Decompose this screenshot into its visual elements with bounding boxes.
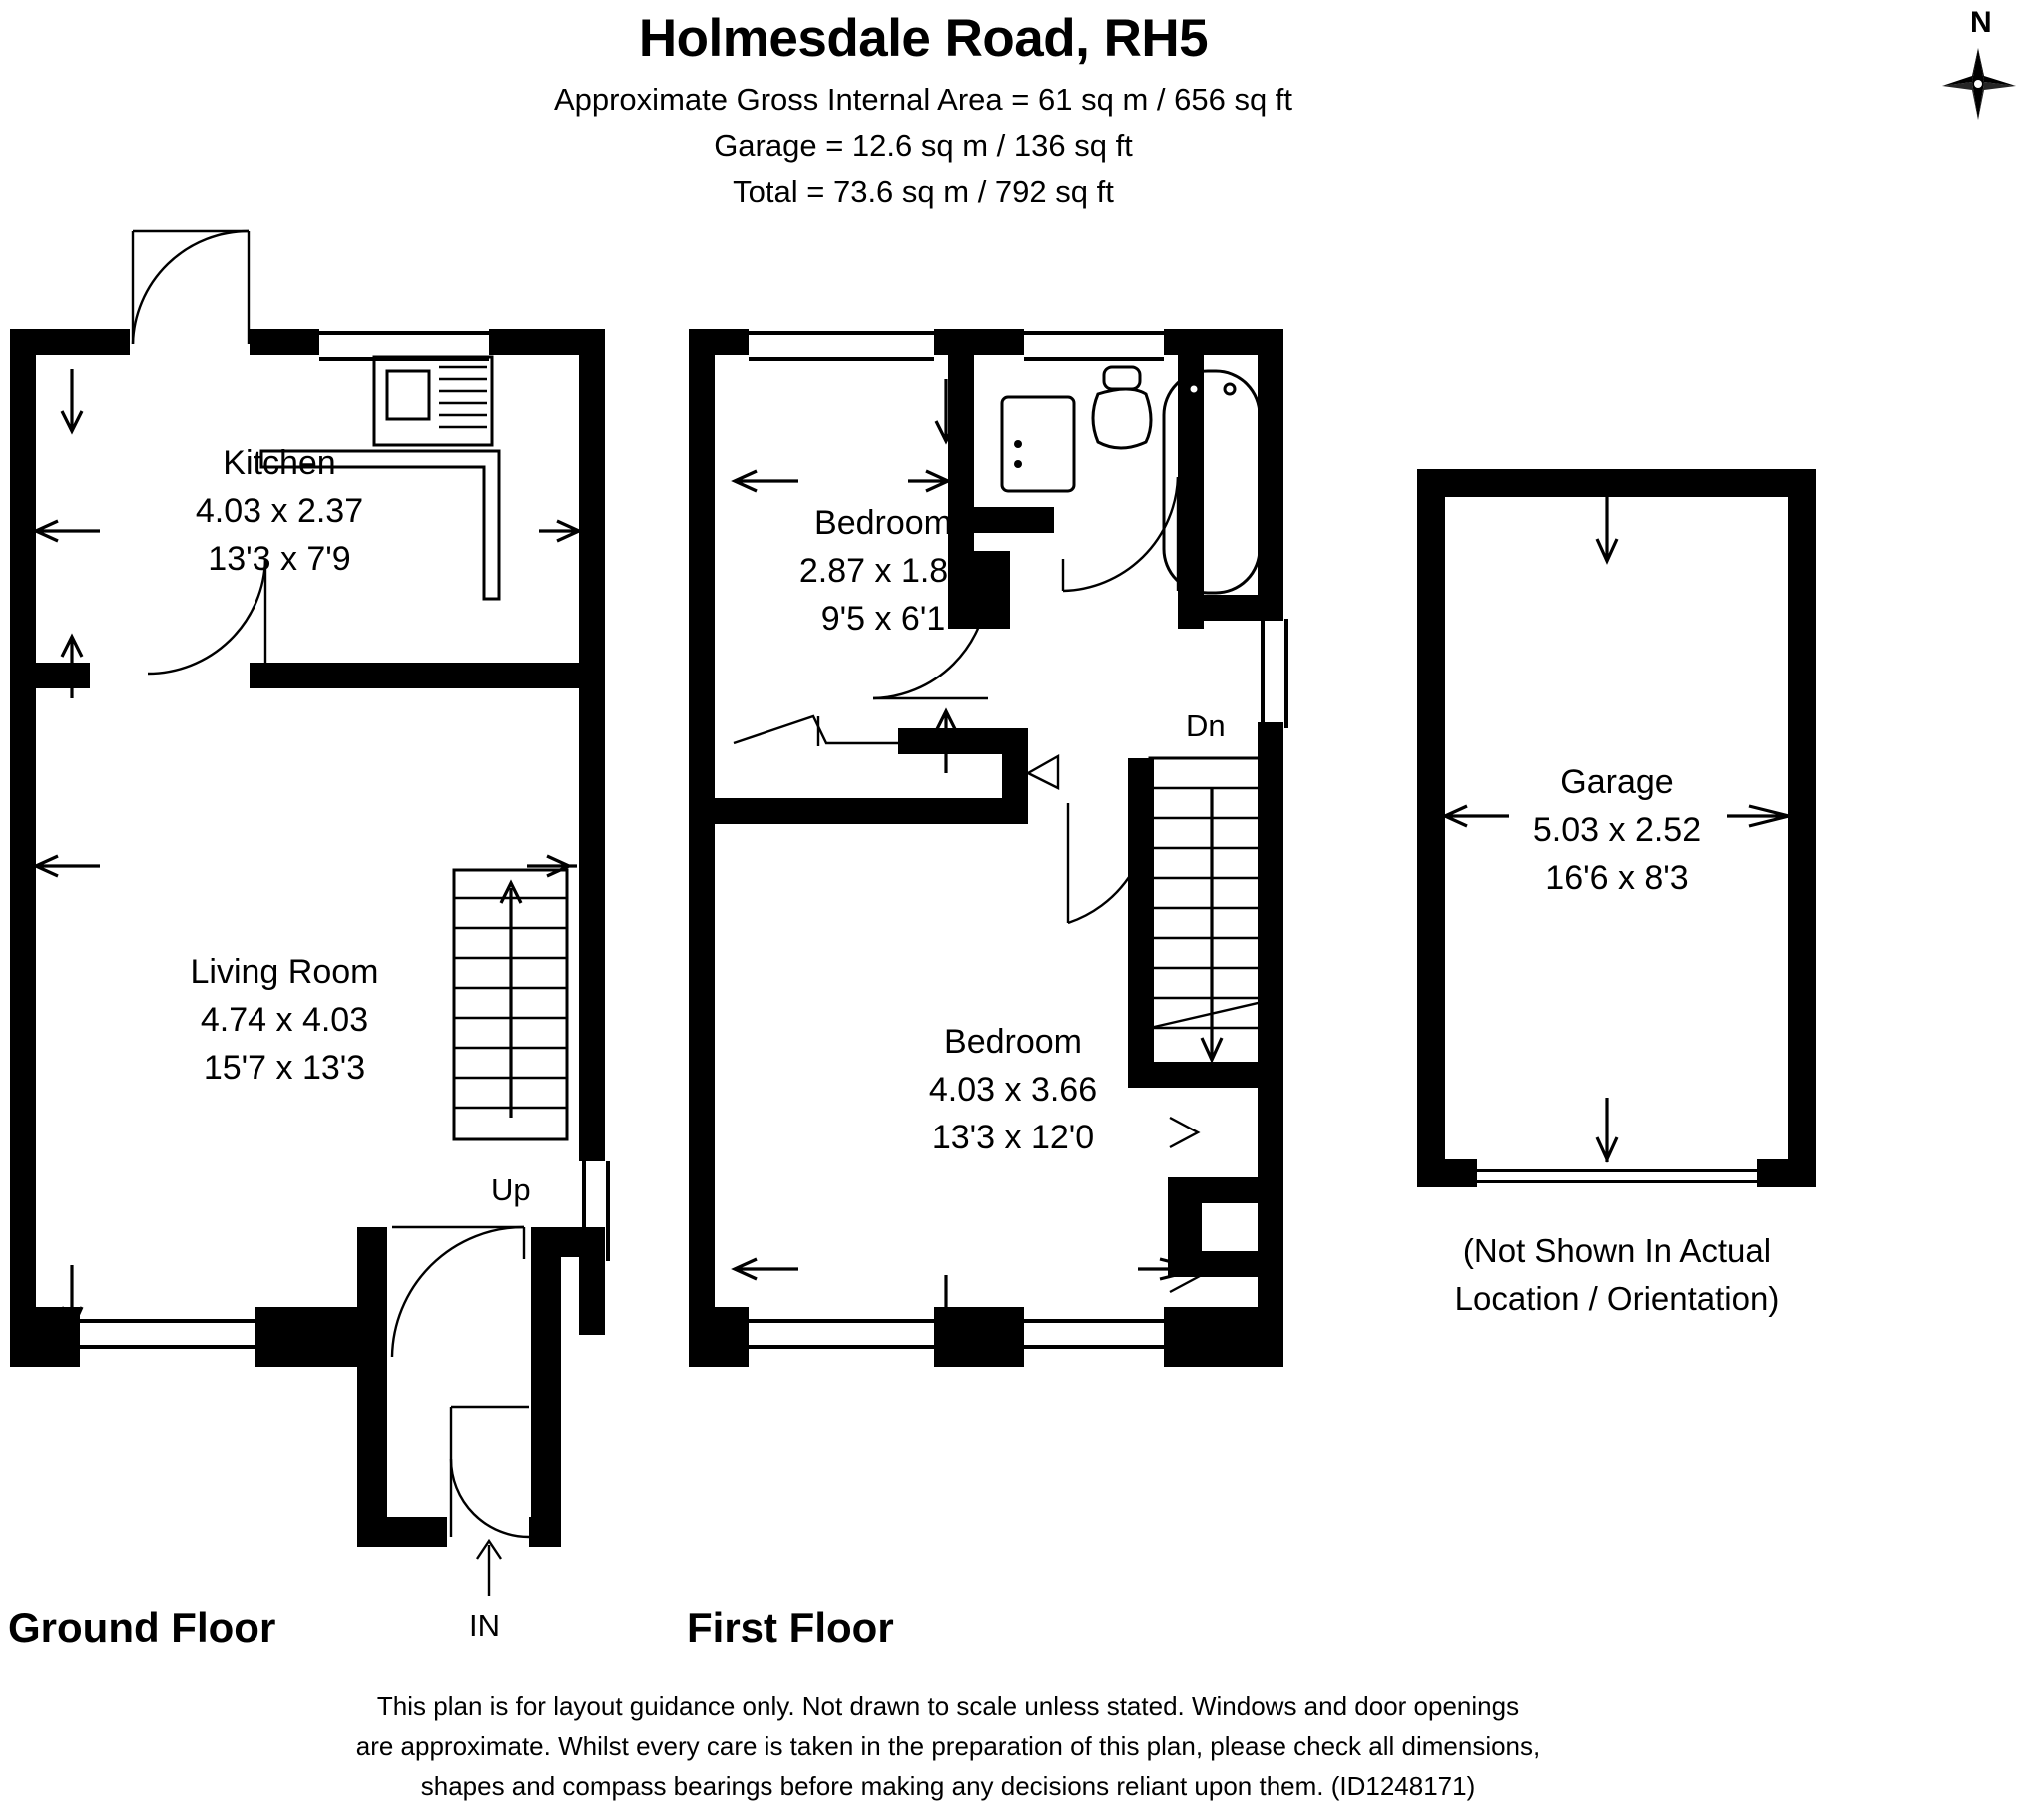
disclaimer-line-1: This plan is for layout guidance only. Not drawn to scale unless stated. Windows and door openings xyxy=(376,1691,1520,1721)
area-gross-internal: Approximate Gross Internal Area = 61 sq m / 656 sq ft xyxy=(553,82,1293,117)
floor-label-ground: Ground Floor xyxy=(8,1604,276,1651)
page-title: Holmesdale Road, RH5 xyxy=(638,9,1209,68)
stairs-down-label: Dn xyxy=(1186,708,1226,743)
room-label-bedroom1: Bedroom 2.87 x 1.85 9'5 x 6'1 xyxy=(798,504,968,638)
stairs-up-label: Up xyxy=(491,1172,531,1207)
area-garage: Garage = 12.6 sq m / 136 sq ft xyxy=(714,128,1133,163)
room-label-bedroom2: Bedroom 4.03 x 3.66 13'3 x 12'0 xyxy=(928,1023,1098,1156)
room-label-garage: Garage 5.03 x 2.52 16'6 x 8'3 xyxy=(1532,763,1702,897)
disclaimer-line-3: shapes and compass bearings before making any decisions reliant upon them. (ID1248171) xyxy=(420,1771,1476,1801)
room-label-living: Living Room 4.74 x 4.03 15'7 x 13'3 xyxy=(190,953,379,1087)
entrance-label: IN xyxy=(469,1608,500,1643)
room-label-kitchen: Kitchen 4.03 x 2.37 13'3 x 7'9 xyxy=(195,444,364,578)
floor-label-first: First Floor xyxy=(687,1604,894,1651)
disclaimer-line-2: are approximate. Whilst every care is taken in the preparation of this plan, please check all dimensions, xyxy=(355,1731,1541,1761)
disclaimer xyxy=(0,1686,1896,1806)
area-total: Total = 73.6 sq m / 792 sq ft xyxy=(733,174,1114,209)
compass-north-label: N xyxy=(1970,6,1992,39)
garage-location-note: (Not Shown In Actual Location / Orientation) xyxy=(1454,1232,1780,1317)
